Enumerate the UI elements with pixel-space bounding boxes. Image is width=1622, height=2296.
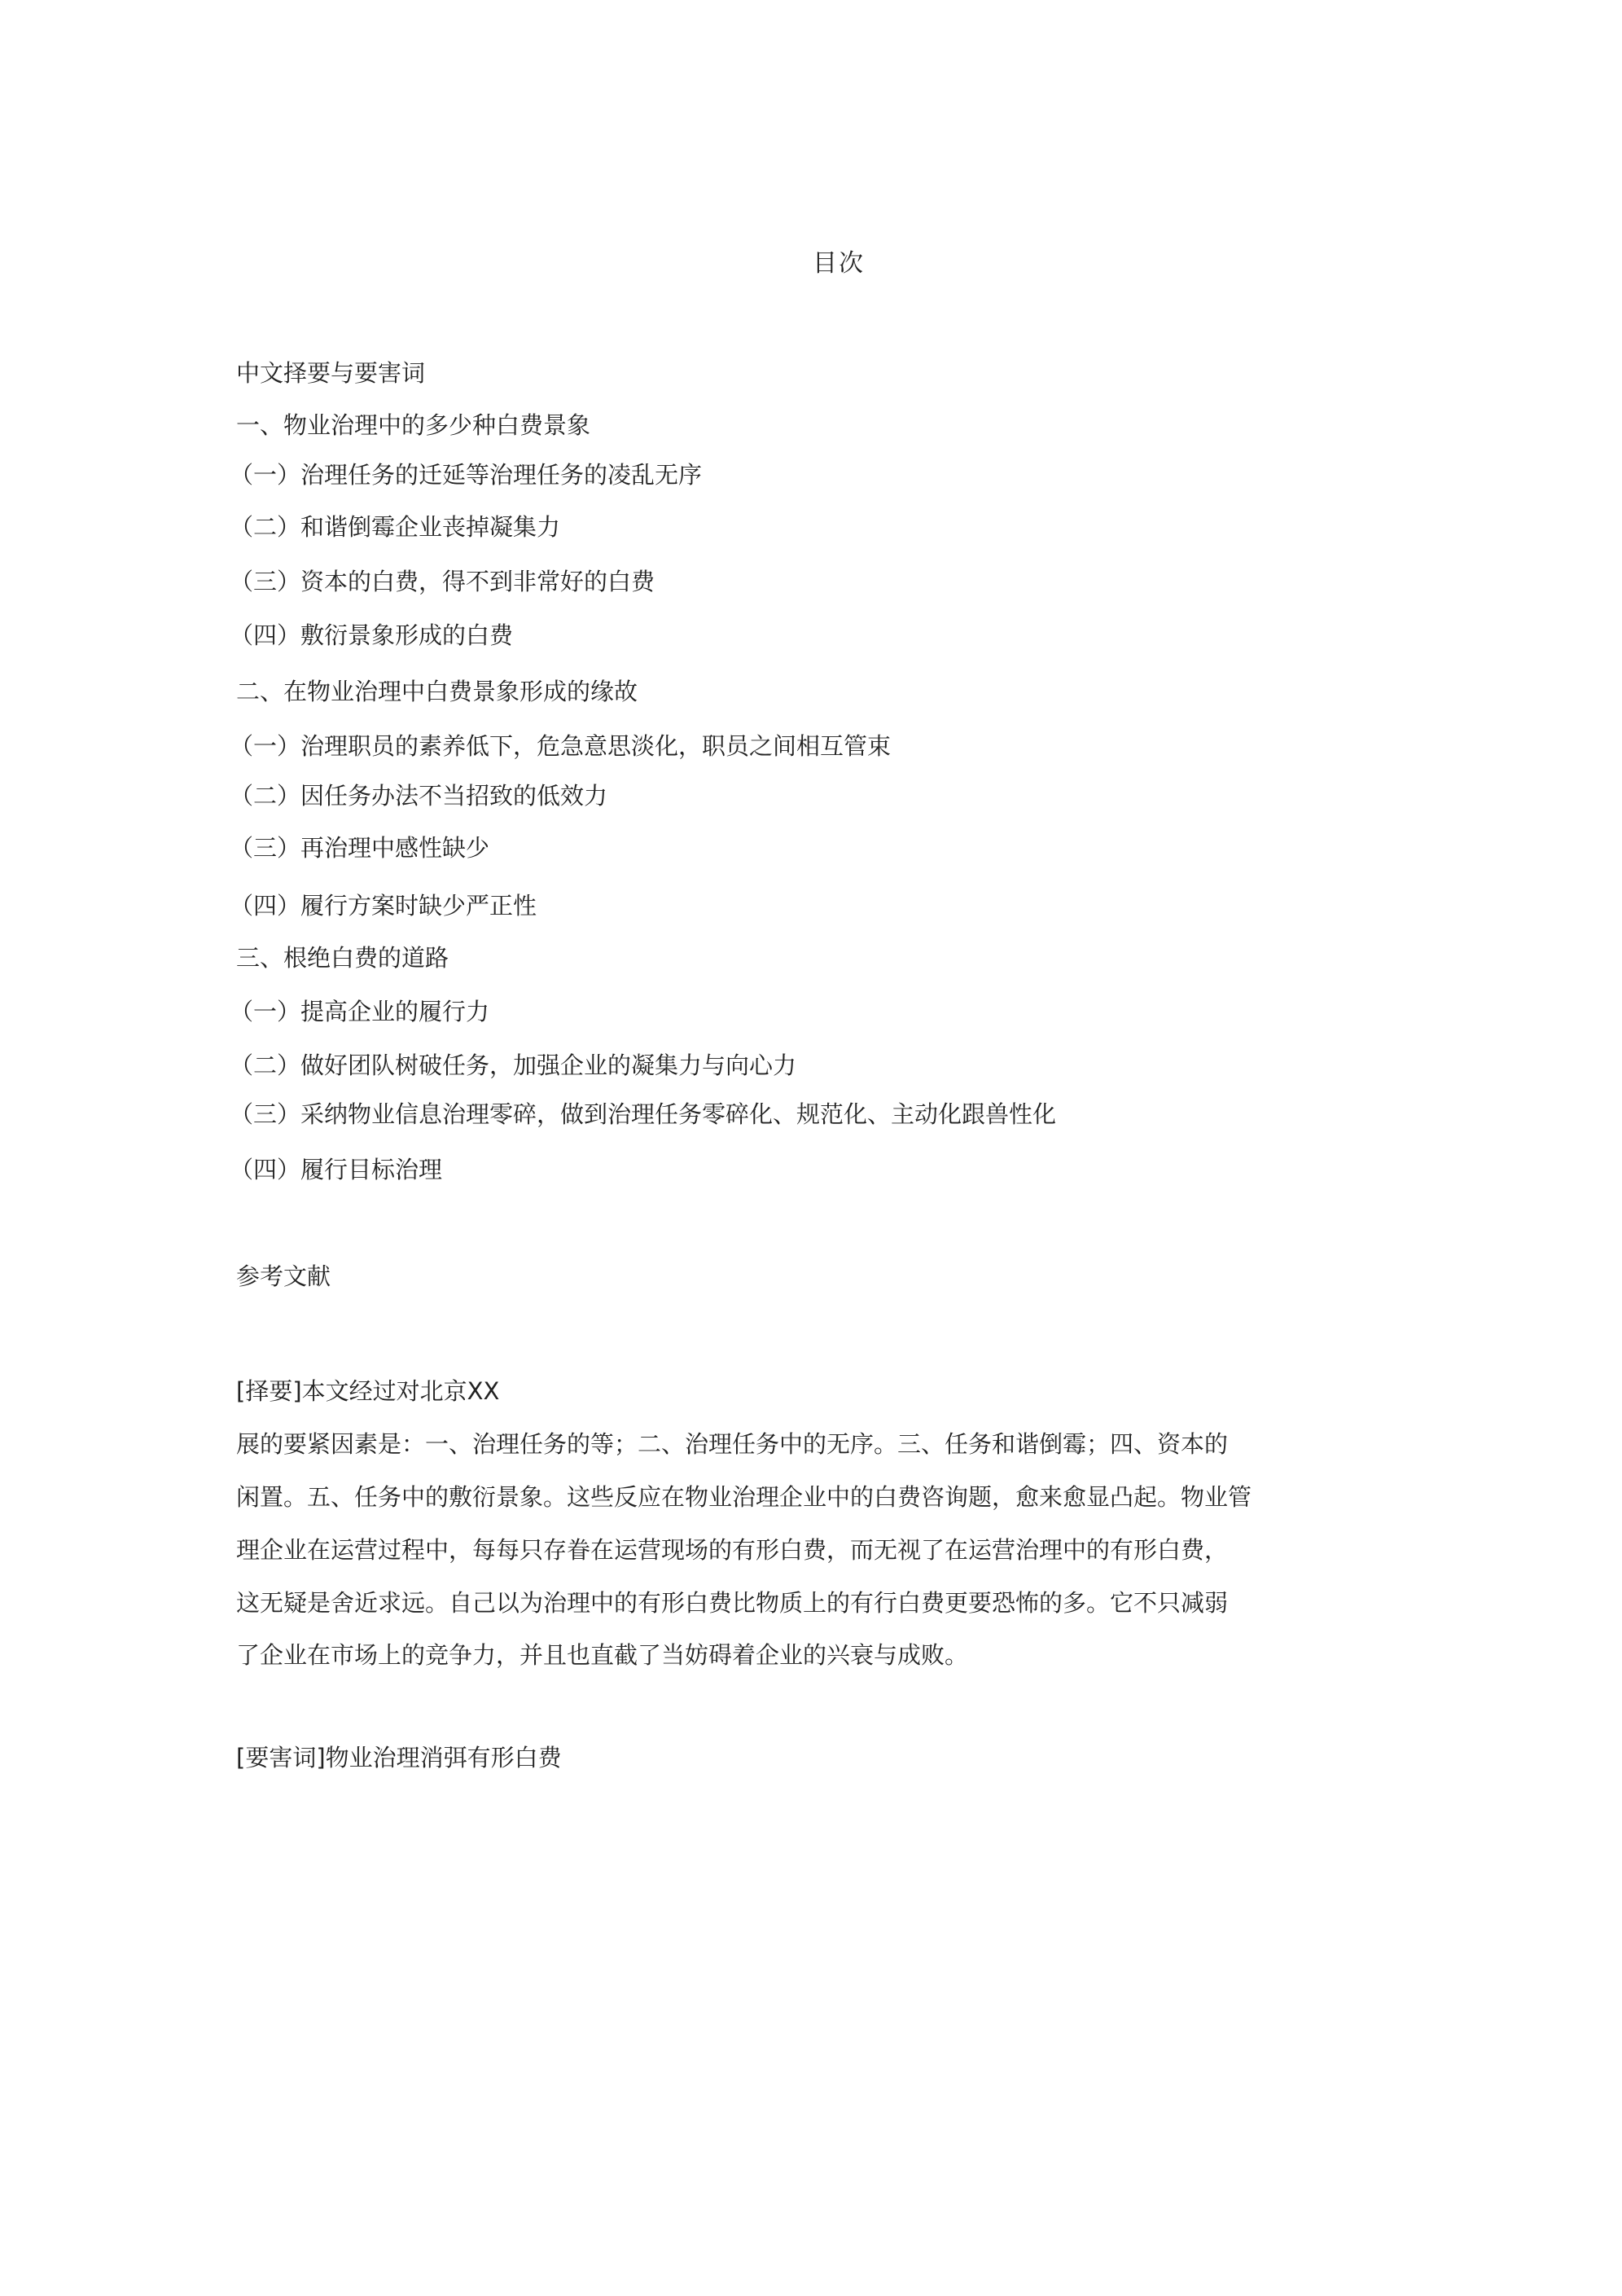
toc-subsection-3-1: （一）提高企业的履行力 — [230, 998, 490, 1025]
toc-subsection-1-3: （三）资本的白费，得不到非常好的白费 — [230, 568, 655, 595]
abstract-line-1: [择要]本文经过对北京XX — [236, 1377, 500, 1405]
toc-subsection-3-3: （三）采纳物业信息治理零碎，做到治理任务零碎化、规范化、主动化跟兽性化 — [230, 1100, 1057, 1128]
keywords-line: [要害词]物业治理消弭有形白费 — [236, 1744, 562, 1771]
abstract-line-4: 理企业在运营过程中，每每只存眷在运营现场的有形白费，而无视了在运营治理中的有形白费， — [236, 1536, 1229, 1564]
toc-subsection-2-1: （一）治理职员的素养低下，危急意思淡化，职员之间相互管束 — [230, 732, 892, 760]
abstract-line-6: 了企业在市场上的竞争力，并且也直截了当妨碍着企业的兴衰与成败。 — [236, 1641, 969, 1669]
toc-item-abstract-keywords: 中文择要与要害词 — [236, 359, 426, 387]
abstract-line-3: 闲置。五、任务中的敷衍景象。这些反应在物业治理企业中的白费咨询题，愈来愈显凸起。物业管 — [236, 1483, 1252, 1511]
abstract-line-2: 展的要紧因素是：一、治理任务的等；二、治理任务中的无序。三、任务和谐倒霉；四、资本的 — [236, 1430, 1229, 1458]
toc-section-2: 二、在物业治理中白费景象形成的缘故 — [236, 678, 638, 705]
toc-subsection-1-2: （二）和谐倒霉企业丧掉凝集力 — [230, 513, 561, 541]
toc-section-1: 一、物业治理中的多少种白费景象 — [236, 411, 591, 439]
toc-section-3: 三、根绝白费的道路 — [236, 944, 449, 972]
toc-item-references: 参考文献 — [236, 1262, 331, 1290]
abstract-line-5: 这无疑是舍近求远。自己以为治理中的有形白费比物质上的有行白费更要恐怖的多。它不只减弱 — [236, 1589, 1229, 1617]
toc-subsection-1-4: （四）敷衍景象形成的白费 — [230, 621, 514, 649]
toc-subsection-3-2: （二）做好团队树破任务，加强企业的凝集力与向心力 — [230, 1051, 797, 1079]
toc-subsection-2-4: （四）履行方案时缺少严正性 — [230, 892, 537, 920]
toc-subsection-1-1: （一）治理任务的迁延等治理任务的凌乱无序 — [230, 461, 703, 489]
toc-subsection-2-3: （三）再治理中感性缺少 — [230, 834, 490, 862]
toc-title: 目次 — [813, 249, 865, 278]
toc-subsection-2-2: （二）因任务办法不当招致的低效力 — [230, 782, 608, 810]
toc-subsection-3-4: （四）履行目标治理 — [230, 1156, 443, 1183]
